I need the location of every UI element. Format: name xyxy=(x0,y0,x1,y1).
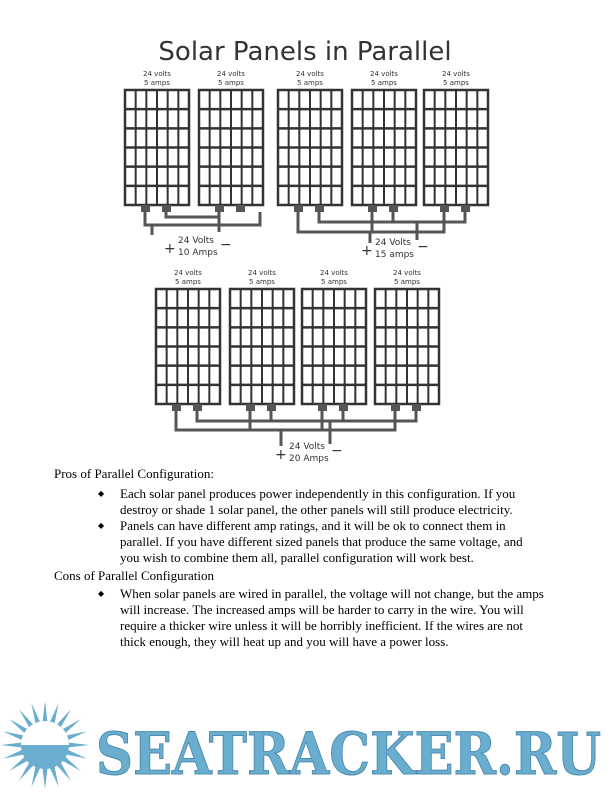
panel-amps-label: 5 amps xyxy=(297,79,323,87)
panel-amps-label: 5 amps xyxy=(394,278,420,286)
solar-panel xyxy=(375,269,439,411)
pros-list xyxy=(98,486,540,566)
terminal-minus xyxy=(162,205,171,212)
output-amps: 10 Amps xyxy=(178,248,218,258)
cons-heading: Cons of Parallel Configuration xyxy=(54,568,214,583)
cons-list xyxy=(98,586,550,650)
sun-ray xyxy=(67,742,89,747)
panel-volts-label: 24 volts xyxy=(393,269,421,277)
terminal-plus xyxy=(172,404,181,411)
wire-negative xyxy=(166,212,219,232)
panel-volts-label: 24 volts xyxy=(217,70,245,78)
sun-ray xyxy=(1,742,23,747)
solar-panel xyxy=(156,269,220,411)
output-plus-sign: + xyxy=(164,241,176,257)
bullet-icon: ◆ xyxy=(98,589,105,598)
output-volts: 24 Volts xyxy=(375,238,411,248)
panel-volts-label: 24 volts xyxy=(143,70,171,78)
panel-amps-label: 5 amps xyxy=(321,278,347,286)
output-plus-sign: + xyxy=(361,243,373,259)
solar-panel xyxy=(302,269,366,411)
panel-volts-label: 24 volts xyxy=(174,269,202,277)
panel-volts-label: 24 volts xyxy=(248,269,276,277)
pros-item: ◆ Each solar panel produces power independently in this configuration. If you destroy or shade 1 solar panel, the other panels will still produce electricity. xyxy=(98,486,516,517)
terminal-minus xyxy=(412,404,421,411)
panel-volts-label: 24 volts xyxy=(296,70,324,78)
pros-item: ◆ Panels can have different amp ratings, and it will be ok to connect them in parallel. If you have different sized panels that produce the same voltage, and you wish to combine them all, parallel configuration will work best. xyxy=(98,518,523,565)
output-amps: 15 amps xyxy=(375,250,414,260)
sun-ray xyxy=(42,767,47,789)
terminal-plus xyxy=(440,205,449,212)
terminal-minus xyxy=(236,205,245,212)
terminal-minus xyxy=(193,404,202,411)
terminal-plus xyxy=(391,404,400,411)
solar-panel xyxy=(352,70,416,212)
panel-volts-label: 24 volts xyxy=(370,70,398,78)
wire-negative xyxy=(197,411,416,444)
cons-item: ◆ When solar panels are wired in parallel, the voltage will not change, but the amps will increase. The increased amps will be harder to carry in the wire. You will require a thicker wire unless it will be horribly inefficient. If the wires are not thick enough, they will heat up and you will have a power loss. xyxy=(98,586,544,649)
terminal-plus xyxy=(246,404,255,411)
pros-heading: Pros of Parallel Configuration: xyxy=(54,466,214,481)
wire-positive xyxy=(176,411,395,446)
sun-ray xyxy=(42,701,47,723)
terminal-minus xyxy=(339,404,348,411)
panel-amps-label: 5 amps xyxy=(249,278,275,286)
panel-amps-label: 5 amps xyxy=(144,79,170,87)
watermark-logo xyxy=(0,700,612,792)
terminal-minus xyxy=(389,205,398,212)
output-amps: 20 Amps xyxy=(289,454,329,464)
panel-amps-label: 5 amps xyxy=(218,79,244,87)
terminal-plus xyxy=(294,205,303,212)
solar-panel xyxy=(199,70,263,212)
terminal-plus xyxy=(215,205,224,212)
output-minus-sign: − xyxy=(331,443,343,459)
bullet-icon: ◆ xyxy=(98,521,105,530)
output-minus-sign: − xyxy=(220,237,232,253)
sun-icon xyxy=(1,701,89,789)
solar-panel xyxy=(125,70,189,212)
output-minus-sign: − xyxy=(417,239,429,255)
panel-volts-label: 24 volts xyxy=(442,70,470,78)
output-plus-sign: + xyxy=(275,447,287,463)
panel-amps-label: 5 amps xyxy=(443,79,469,87)
diagram-title: Solar Panels in Parallel xyxy=(158,37,452,67)
panel-amps-label: 5 amps xyxy=(175,278,201,286)
solar-panel xyxy=(424,70,488,212)
terminal-plus xyxy=(368,205,377,212)
terminal-minus xyxy=(315,205,324,212)
watermark-text: SEATRACKER.RU xyxy=(96,720,601,788)
terminal-plus xyxy=(318,404,327,411)
terminal-minus xyxy=(461,205,470,212)
panel-amps-label: 5 amps xyxy=(371,79,397,87)
terminal-plus xyxy=(141,205,150,212)
bullet-icon: ◆ xyxy=(98,489,105,498)
panel-volts-label: 24 volts xyxy=(320,269,348,277)
output-volts: 24 Volts xyxy=(178,236,214,246)
solar-panel xyxy=(278,70,342,212)
solar-panel xyxy=(230,269,294,411)
output-volts: 24 Volts xyxy=(289,442,325,452)
terminal-minus xyxy=(267,404,276,411)
